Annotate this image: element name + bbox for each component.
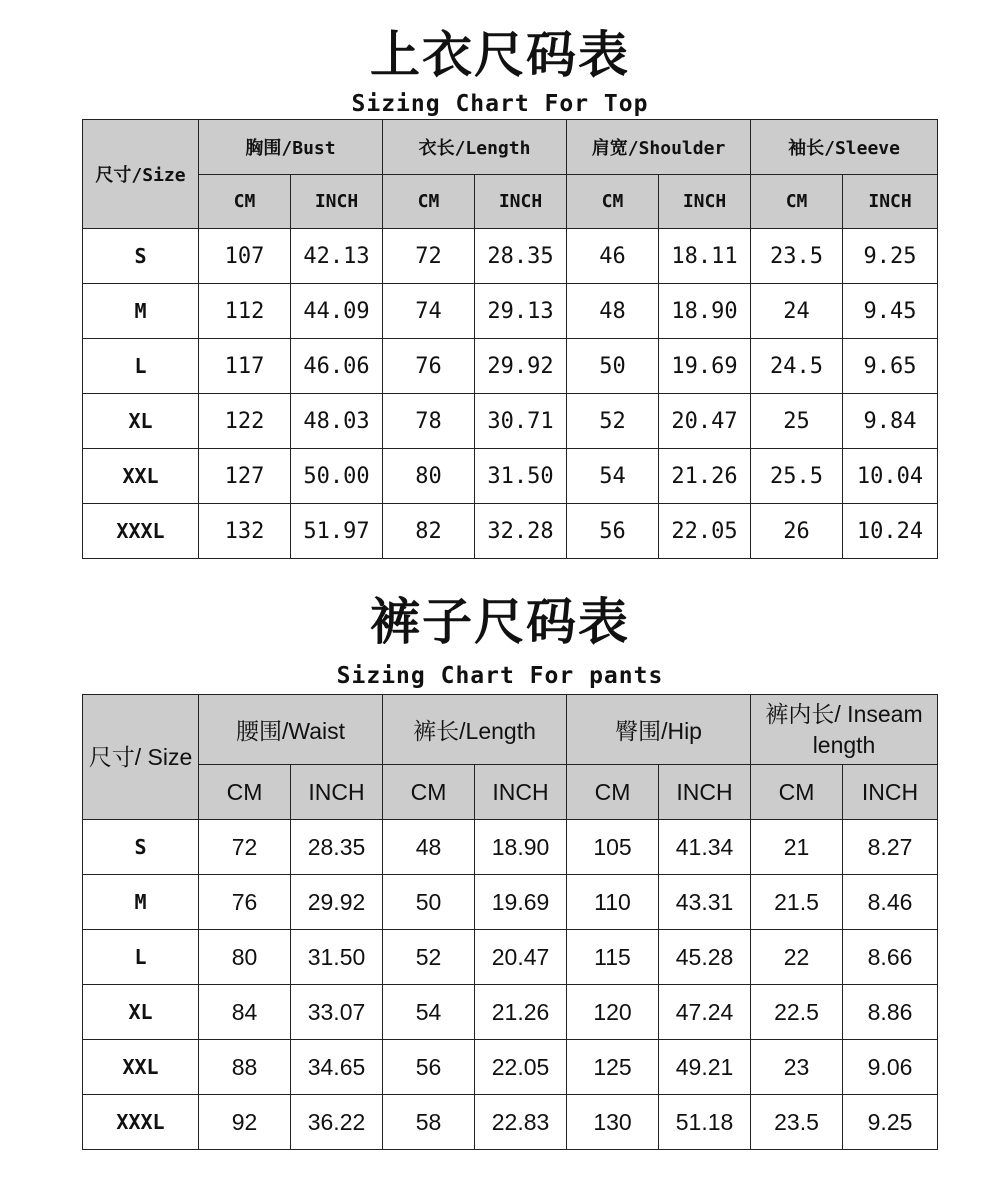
table-cell: 48 — [567, 284, 659, 339]
table-cell: 54 — [383, 985, 475, 1040]
table-cell: 22 — [751, 930, 843, 985]
table-cell: 82 — [383, 504, 475, 559]
table-cell: 18.90 — [659, 284, 751, 339]
table-cell: 9.25 — [843, 1095, 938, 1150]
unit-header-inch: INCH — [291, 765, 383, 820]
table-cell: 42.13 — [291, 229, 383, 284]
table-cell: 21.26 — [659, 449, 751, 504]
header-group-sleeve: 袖长/Sleeve — [751, 120, 938, 175]
table-cell: 43.31 — [659, 875, 751, 930]
table-cell: 80 — [199, 930, 291, 985]
header-group-length: 衣长/Length — [383, 120, 567, 175]
size-header: 尺寸/ Size — [83, 695, 199, 820]
table-cell: 46.06 — [291, 339, 383, 394]
header-group-shoulder: 肩宽/Shoulder — [567, 120, 751, 175]
size-label: M — [83, 875, 199, 930]
header-row-groups — [83, 695, 938, 765]
header-group-waist: 腰围/Waist — [199, 695, 383, 765]
pants-size-table — [82, 694, 938, 1150]
table-cell: 8.27 — [843, 820, 938, 875]
table-cell: 110 — [567, 875, 659, 930]
size-label: XL — [83, 985, 199, 1040]
table-cell: 22.05 — [659, 504, 751, 559]
size-label: L — [83, 930, 199, 985]
table-cell: 58 — [383, 1095, 475, 1150]
table-cell: 23 — [751, 1040, 843, 1095]
table-row — [83, 394, 938, 449]
table-cell: 105 — [567, 820, 659, 875]
unit-header-inch: INCH — [475, 175, 567, 229]
unit-header-cm: CM — [567, 175, 659, 229]
table-cell: 9.25 — [843, 229, 938, 284]
table-cell: 51.18 — [659, 1095, 751, 1150]
header-row-units — [83, 175, 938, 229]
table-cell: 29.13 — [475, 284, 567, 339]
table-cell: 9.45 — [843, 284, 938, 339]
table-cell: 76 — [383, 339, 475, 394]
table-cell: 80 — [383, 449, 475, 504]
table-cell: 20.47 — [659, 394, 751, 449]
table-cell: 10.24 — [843, 504, 938, 559]
table-row — [83, 449, 938, 504]
table-cell: 51.97 — [291, 504, 383, 559]
header-row-groups — [83, 120, 938, 175]
table-cell: 107 — [199, 229, 291, 284]
table-cell: 117 — [199, 339, 291, 394]
table-cell: 9.65 — [843, 339, 938, 394]
unit-header-cm: CM — [383, 765, 475, 820]
header-group-inseam: 裤内长/ Inseam length — [751, 695, 938, 765]
table-cell: 132 — [199, 504, 291, 559]
table-cell: 22.5 — [751, 985, 843, 1040]
table-row — [83, 820, 938, 875]
header-row-units — [83, 765, 938, 820]
table-row — [83, 1040, 938, 1095]
table-cell: 115 — [567, 930, 659, 985]
table-cell: 34.65 — [291, 1040, 383, 1095]
size-label: M — [83, 284, 199, 339]
size-label: XXXL — [83, 1095, 199, 1150]
table-cell: 47.24 — [659, 985, 751, 1040]
table-cell: 54 — [567, 449, 659, 504]
top-chart-title-en: Sizing Chart For Top — [351, 91, 649, 117]
unit-header-cm: CM — [751, 175, 843, 229]
table-cell: 72 — [199, 820, 291, 875]
table-cell: 25.5 — [751, 449, 843, 504]
table-cell: 84 — [199, 985, 291, 1040]
table-cell: 26 — [751, 504, 843, 559]
table-cell: 8.66 — [843, 930, 938, 985]
table-cell: 29.92 — [291, 875, 383, 930]
table-cell: 25 — [751, 394, 843, 449]
table-cell: 29.92 — [475, 339, 567, 394]
table-cell: 19.69 — [475, 875, 567, 930]
header-group-hip: 臀围/Hip — [567, 695, 751, 765]
table-row — [83, 985, 938, 1040]
table-cell: 36.22 — [291, 1095, 383, 1150]
size-header: 尺寸/Size — [83, 120, 199, 229]
table-cell: 72 — [383, 229, 475, 284]
unit-header-inch: INCH — [659, 765, 751, 820]
header-group-bust: 胸围/Bust — [199, 120, 383, 175]
table-cell: 50 — [567, 339, 659, 394]
table-cell: 18.90 — [475, 820, 567, 875]
table-cell: 30.71 — [475, 394, 567, 449]
pants-chart-title-en: Sizing Chart For pants — [336, 663, 664, 689]
table-cell: 50 — [383, 875, 475, 930]
table-cell: 130 — [567, 1095, 659, 1150]
pants-chart-title-cn: 裤子尺码表 — [370, 593, 630, 651]
unit-header-inch: INCH — [843, 765, 938, 820]
table-cell: 9.84 — [843, 394, 938, 449]
table-cell: 28.35 — [291, 820, 383, 875]
table-row — [83, 1095, 938, 1150]
unit-header-cm: CM — [383, 175, 475, 229]
unit-header-cm: CM — [567, 765, 659, 820]
size-label: S — [83, 820, 199, 875]
table-cell: 74 — [383, 284, 475, 339]
table-cell: 22.83 — [475, 1095, 567, 1150]
table-cell: 50.00 — [291, 449, 383, 504]
table-cell: 76 — [199, 875, 291, 930]
table-cell: 19.69 — [659, 339, 751, 394]
table-cell: 49.21 — [659, 1040, 751, 1095]
table-row — [83, 284, 938, 339]
table-cell: 23.5 — [751, 1095, 843, 1150]
table-cell: 48.03 — [291, 394, 383, 449]
table-cell: 31.50 — [475, 449, 567, 504]
unit-header-inch: INCH — [659, 175, 751, 229]
table-cell: 28.35 — [475, 229, 567, 284]
table-cell: 18.11 — [659, 229, 751, 284]
table-cell: 21.26 — [475, 985, 567, 1040]
size-label: S — [83, 229, 199, 284]
table-cell: 45.28 — [659, 930, 751, 985]
unit-header-inch: INCH — [843, 175, 938, 229]
table-row — [83, 229, 938, 284]
top-chart-title-cn: 上衣尺码表 — [370, 26, 630, 84]
table-cell: 20.47 — [475, 930, 567, 985]
table-row — [83, 504, 938, 559]
table-cell: 23.5 — [751, 229, 843, 284]
table-cell: 48 — [383, 820, 475, 875]
table-cell: 8.46 — [843, 875, 938, 930]
size-label: XL — [83, 394, 199, 449]
table-cell: 21.5 — [751, 875, 843, 930]
size-label: XXL — [83, 449, 199, 504]
table-cell: 78 — [383, 394, 475, 449]
table-cell: 8.86 — [843, 985, 938, 1040]
size-label: XXL — [83, 1040, 199, 1095]
table-cell: 9.06 — [843, 1040, 938, 1095]
table-cell: 52 — [567, 394, 659, 449]
table-cell: 127 — [199, 449, 291, 504]
size-label: XXXL — [83, 504, 199, 559]
table-cell: 125 — [567, 1040, 659, 1095]
unit-header-cm: CM — [751, 765, 843, 820]
table-cell: 56 — [383, 1040, 475, 1095]
table-cell: 120 — [567, 985, 659, 1040]
table-cell: 21 — [751, 820, 843, 875]
table-cell: 32.28 — [475, 504, 567, 559]
table-cell: 41.34 — [659, 820, 751, 875]
table-cell: 22.05 — [475, 1040, 567, 1095]
unit-header-inch: INCH — [291, 175, 383, 229]
header-group-length: 裤长/Length — [383, 695, 567, 765]
size-label: L — [83, 339, 199, 394]
table-row — [83, 875, 938, 930]
table-cell: 44.09 — [291, 284, 383, 339]
unit-header-cm: CM — [199, 175, 291, 229]
table-row — [83, 339, 938, 394]
table-cell: 56 — [567, 504, 659, 559]
table-row — [83, 930, 938, 985]
table-cell: 10.04 — [843, 449, 938, 504]
table-cell: 112 — [199, 284, 291, 339]
table-cell: 88 — [199, 1040, 291, 1095]
table-cell: 52 — [383, 930, 475, 985]
table-cell: 31.50 — [291, 930, 383, 985]
table-cell: 92 — [199, 1095, 291, 1150]
table-cell: 46 — [567, 229, 659, 284]
table-cell: 122 — [199, 394, 291, 449]
table-cell: 33.07 — [291, 985, 383, 1040]
table-cell: 24.5 — [751, 339, 843, 394]
top-size-table — [82, 119, 938, 559]
unit-header-cm: CM — [199, 765, 291, 820]
unit-header-inch: INCH — [475, 765, 567, 820]
table-cell: 24 — [751, 284, 843, 339]
